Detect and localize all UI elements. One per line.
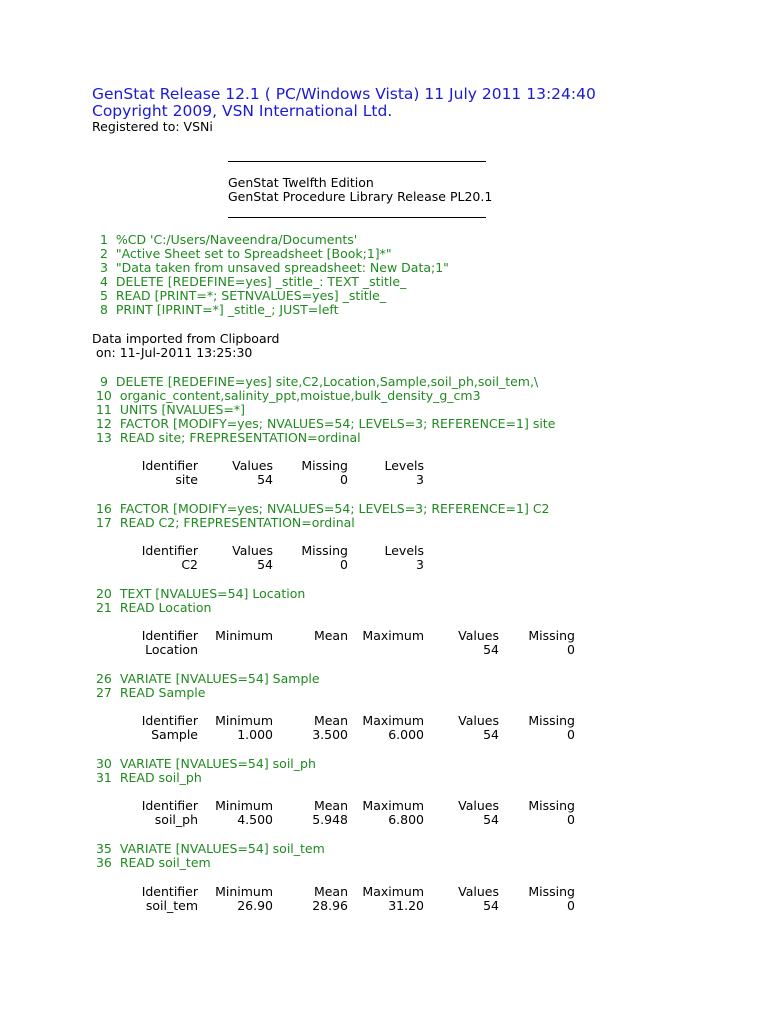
command-line: 27 READ Sample (92, 685, 206, 700)
table-header-missing: Missing (528, 628, 575, 643)
table-cell-identifier: site (175, 472, 198, 487)
table-header-levels: Levels (384, 458, 424, 473)
command-line: 9 DELETE [REDEFINE=yes] site,C2,Location,Sample,soil_ph,soil_tem,\ (92, 374, 539, 389)
command-line: 3 "Data taken from unsaved spreadsheet: New Data;1" (92, 260, 449, 275)
command-line: 13 READ site; FREPRESENTATION=ordinal (92, 430, 361, 445)
table-cell-maximum: 6.800 (388, 812, 424, 827)
table-header-values: Values (232, 543, 273, 558)
command-line: 4 DELETE [REDEFINE=yes] _stitle_: TEXT _stitle_ (92, 274, 407, 289)
banner-rule-top (228, 161, 486, 162)
table-header-identifier: Identifier (141, 543, 198, 558)
table-header-minimum: Minimum (215, 798, 273, 813)
command-line: 12 FACTOR [MODIFY=yes; NVALUES=54; LEVELS=3; REFERENCE=1] site (92, 416, 556, 431)
table-cell-minimum: 26.90 (237, 898, 273, 913)
table-header-maximum: Maximum (362, 713, 424, 728)
table-header-mean: Mean (313, 628, 348, 643)
command-line: 8 PRINT [IPRINT=*] _stitle_; JUST=left (92, 302, 339, 317)
table-cell-mean: 3.500 (312, 727, 348, 742)
table-cell-identifier: C2 (181, 557, 198, 572)
table-header-missing: Missing (528, 798, 575, 813)
table-header-missing: Missing (528, 713, 575, 728)
table-cell-mean: 5.948 (312, 812, 348, 827)
table-cell-mean: 28.96 (312, 898, 348, 913)
table-cell-values: 54 (483, 812, 499, 827)
command-line: 21 READ Location (92, 600, 212, 615)
table-header-values: Values (458, 713, 499, 728)
table-header-mean: Mean (313, 798, 348, 813)
table-cell-missing: 0 (340, 472, 348, 487)
table-header-values: Values (458, 884, 499, 899)
table-header-missing: Missing (301, 458, 348, 473)
table-header-minimum: Minimum (215, 628, 273, 643)
command-line: 20 TEXT [NVALUES=54] Location (92, 586, 306, 601)
table-header-maximum: Maximum (362, 628, 424, 643)
command-line: 30 VARIATE [NVALUES=54] soil_ph (92, 756, 316, 771)
banner-library: GenStat Procedure Library Release PL20.1 (228, 189, 493, 204)
release-line: GenStat Release 12.1 ( PC/Windows Vista) 11 July 2011 13:24:40 (92, 85, 596, 103)
command-line: 36 READ soil_tem (92, 855, 211, 870)
table-cell-values: 54 (257, 472, 273, 487)
registered-line: Registered to: VSNi (92, 119, 213, 134)
table-header-identifier: Identifier (141, 458, 198, 473)
table-cell-missing: 0 (567, 642, 575, 657)
table-header-mean: Mean (313, 884, 348, 899)
table-cell-values: 54 (257, 557, 273, 572)
command-line: 26 VARIATE [NVALUES=54] Sample (92, 671, 320, 686)
import-note-source: Data imported from Clipboard (92, 331, 280, 346)
table-header-identifier: Identifier (141, 884, 198, 899)
table-cell-maximum: 6.000 (388, 727, 424, 742)
table-cell-missing: 0 (567, 898, 575, 913)
command-line: 17 READ C2; FREPRESENTATION=ordinal (92, 515, 355, 530)
table-header-identifier: Identifier (141, 628, 198, 643)
banner-edition: GenStat Twelfth Edition (228, 175, 374, 190)
table-header-mean: Mean (313, 713, 348, 728)
table-cell-levels: 3 (416, 557, 424, 572)
table-header-identifier: Identifier (141, 713, 198, 728)
command-line: 11 UNITS [NVALUES=*] (92, 402, 246, 417)
table-header-minimum: Minimum (215, 884, 273, 899)
table-header-maximum: Maximum (362, 798, 424, 813)
command-line: 16 FACTOR [MODIFY=yes; NVALUES=54; LEVELS=3; REFERENCE=1] C2 (92, 501, 550, 516)
table-cell-values: 54 (483, 727, 499, 742)
table-header-values: Values (232, 458, 273, 473)
table-cell-minimum: 1.000 (237, 727, 273, 742)
table-cell-minimum: 4.500 (237, 812, 273, 827)
command-line: 31 READ soil_ph (92, 770, 202, 785)
table-cell-missing: 0 (567, 727, 575, 742)
table-cell-maximum: 31.20 (388, 898, 424, 913)
table-header-missing: Missing (301, 543, 348, 558)
command-line: 10 organic_content,salinity_ppt,moistue,bulk_density_g_cm3 (92, 388, 481, 403)
command-line: 2 "Active Sheet set to Spreadsheet [Book;1]*" (92, 246, 392, 261)
command-line: 35 VARIATE [NVALUES=54] soil_tem (92, 841, 325, 856)
table-header-values: Values (458, 798, 499, 813)
command-line: 1 %CD 'C:/Users/Naveendra/Documents' (92, 232, 358, 247)
table-cell-missing: 0 (340, 557, 348, 572)
table-header-levels: Levels (384, 543, 424, 558)
table-cell-values: 54 (483, 642, 499, 657)
table-header-maximum: Maximum (362, 884, 424, 899)
table-cell-values: 54 (483, 898, 499, 913)
table-cell-identifier: Sample (151, 727, 198, 742)
table-cell-identifier: soil_tem (145, 898, 198, 913)
copyright-line: Copyright 2009, VSN International Ltd. (92, 102, 393, 120)
table-cell-identifier: soil_ph (154, 812, 198, 827)
command-line: 5 READ [PRINT=*; SETNVALUES=yes] _stitle_ (92, 288, 387, 303)
table-header-values: Values (458, 628, 499, 643)
table-cell-levels: 3 (416, 472, 424, 487)
table-header-missing: Missing (528, 884, 575, 899)
table-header-identifier: Identifier (141, 798, 198, 813)
table-header-minimum: Minimum (215, 713, 273, 728)
banner-rule-bottom (228, 217, 486, 218)
import-note-time: on: 11-Jul-2011 13:25:30 (92, 345, 253, 360)
table-cell-missing: 0 (567, 812, 575, 827)
table-cell-identifier: Location (145, 642, 198, 657)
